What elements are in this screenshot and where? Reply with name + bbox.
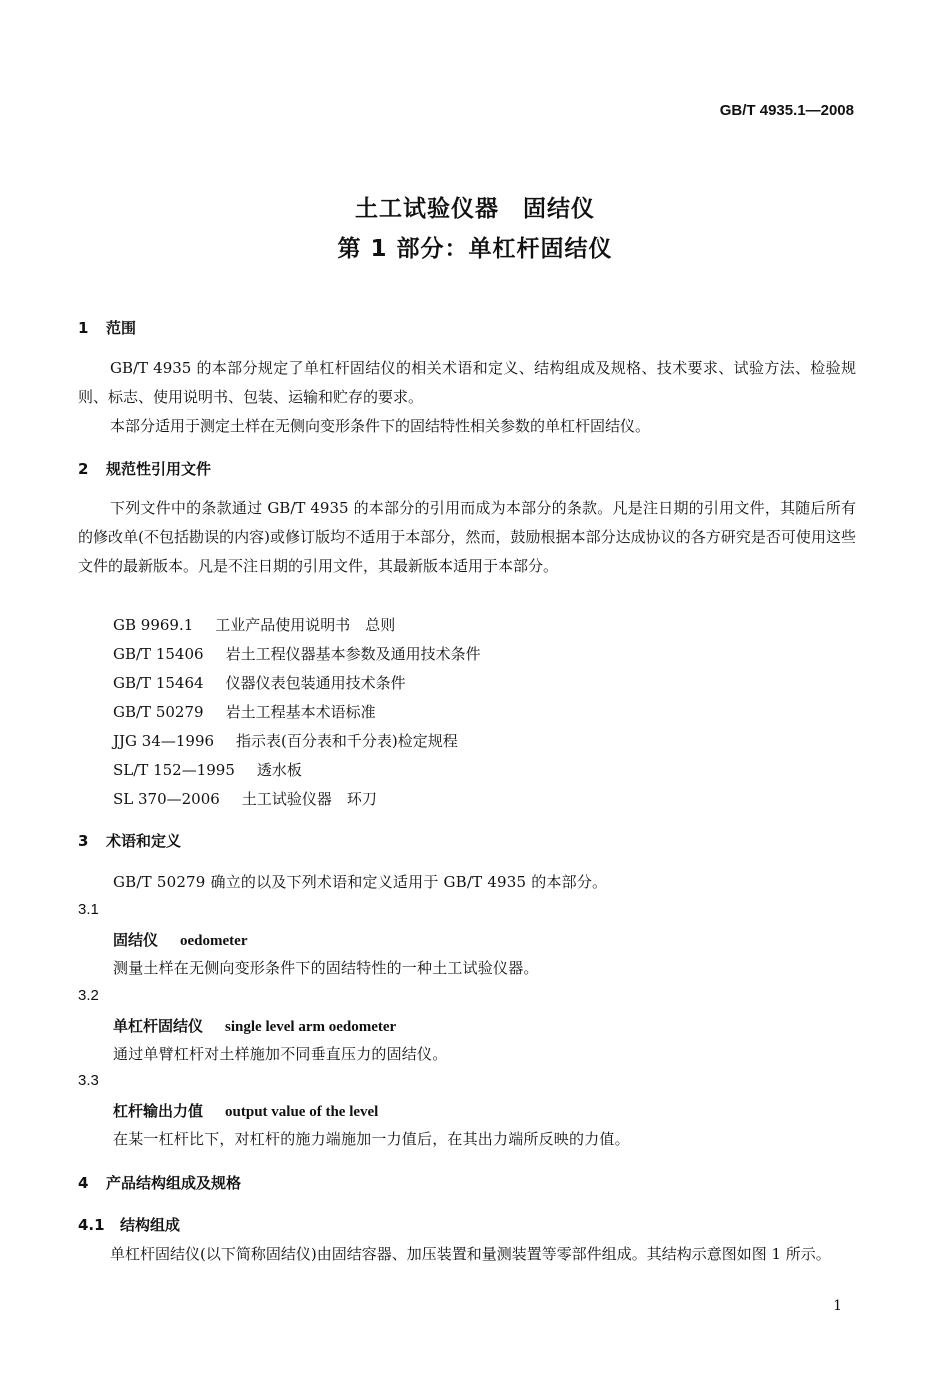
section-title: 术语和定义 xyxy=(106,832,182,850)
section-number: 2 xyxy=(78,460,89,478)
reference-title: 岩土工程基本术语标准 xyxy=(225,703,376,721)
section-1-paragraph-1: GB/T 4935 的本部分规定了单杠杆固结仪的相关术语和定义、结构组成及规格、技术要求、试验方法、检验规则、标志、使用说明书、包装、运输和贮存的要求。 xyxy=(78,359,856,406)
reference-title: 指示表(百分表和千分表)检定规程 xyxy=(236,732,458,750)
term-en: output value of the level xyxy=(225,1104,379,1120)
term-en: oedometer xyxy=(180,933,248,949)
term-number: 3.3 xyxy=(78,1072,99,1089)
term-zh: 杠杆输出力值 xyxy=(113,1102,204,1120)
reference-title: 土工试验仪器 环刀 xyxy=(241,790,377,808)
section-2-heading xyxy=(78,458,211,479)
section-3-paragraph: GB/T 50279 确立的以及下列术语和定义适用于 GB/T 4935 的本部分。 xyxy=(113,873,608,891)
section-number: 3 xyxy=(78,832,89,850)
reference-item xyxy=(113,730,458,751)
section-3-heading xyxy=(78,830,181,851)
term-definition: 在某一杠杆比下，对杠杆的施力端施加一力值后，在其出力端所反映的力值。 xyxy=(113,1130,630,1148)
reference-code: SL/T 152—1995 xyxy=(113,761,235,779)
reference-code: GB/T 15464 xyxy=(113,674,204,692)
reference-code: GB 9969.1 xyxy=(113,616,194,634)
section-title: 产品结构组成及规格 xyxy=(106,1174,242,1192)
section-title: 范围 xyxy=(106,319,137,337)
reference-title: 仪器仪表包装通用技术条件 xyxy=(225,674,406,692)
term-definition: 通过单臂杠杆对土样施加不同垂直压力的固结仪。 xyxy=(113,1045,448,1063)
term-definition: 测量土样在无侧向变形条件下的固结特性的一种土工试验仪器。 xyxy=(113,959,539,977)
section-number: 4 xyxy=(78,1174,89,1192)
reference-title: 岩土工程仪器基本参数及通用技术条件 xyxy=(225,645,481,663)
reference-item xyxy=(113,614,395,635)
reference-title: 透水板 xyxy=(256,761,302,779)
section-4-1-paragraph: 单杠杆固结仪(以下简称固结仪)由固结容器、加压装置和量测装置等零部件组成。其结构示意图如图 1 所示。 xyxy=(110,1245,831,1263)
subsection-title: 结构组成 xyxy=(120,1216,181,1234)
document-title-line1: 土工试验仪器 固结仪 xyxy=(355,196,595,222)
term-heading xyxy=(113,1100,378,1121)
term-heading xyxy=(113,1015,396,1036)
term-zh: 单杠杆固结仪 xyxy=(113,1017,204,1035)
reference-item xyxy=(113,672,406,693)
term-number: 3.2 xyxy=(78,987,99,1004)
section-4-heading xyxy=(78,1172,241,1193)
reference-code: JJG 34—1996 xyxy=(113,732,215,750)
reference-code: GB/T 50279 xyxy=(113,703,204,721)
reference-item xyxy=(113,759,302,780)
reference-code: GB/T 15406 xyxy=(113,645,204,663)
term-heading xyxy=(113,929,247,950)
page-number: 1 xyxy=(833,1298,842,1314)
section-1-paragraph-2: 本部分适用于测定土样在无侧向变形条件下的固结特性相关参数的单杠杆固结仪。 xyxy=(110,417,651,435)
standard-number: GB/T 4935.1—2008 xyxy=(719,102,854,119)
term-number: 3.1 xyxy=(78,901,99,918)
reference-code: SL 370—2006 xyxy=(113,790,220,808)
subsection-number: 4.1 xyxy=(78,1216,105,1234)
subsection-4-1-heading xyxy=(78,1214,180,1235)
section-title: 规范性引用文件 xyxy=(106,460,212,478)
reference-item xyxy=(113,788,377,809)
document-title-line2: 第 1 部分：单杠杆固结仪 xyxy=(337,236,613,262)
reference-title: 工业产品使用说明书 总则 xyxy=(215,616,396,634)
term-zh: 固结仪 xyxy=(113,931,159,949)
term-en: single level arm oedometer xyxy=(225,1019,397,1035)
section-2-paragraph: 下列文件中的条款通过 GB/T 4935 的本部分的引用而成为本部分的条款。凡是注日期的引用文件，其随后所有的修改单(不包括勘误的内容)或修订版均不适用于本部分，然而，鼓励根据本部分达成协议的各方研究是否可使用这些文件的最新版本。凡是不注日期的引用文件，其最新版本适用于本部分。 xyxy=(78,499,856,575)
section-1-heading xyxy=(78,317,136,338)
section-number: 1 xyxy=(78,319,89,337)
reference-item xyxy=(113,701,376,722)
reference-item xyxy=(113,643,481,664)
